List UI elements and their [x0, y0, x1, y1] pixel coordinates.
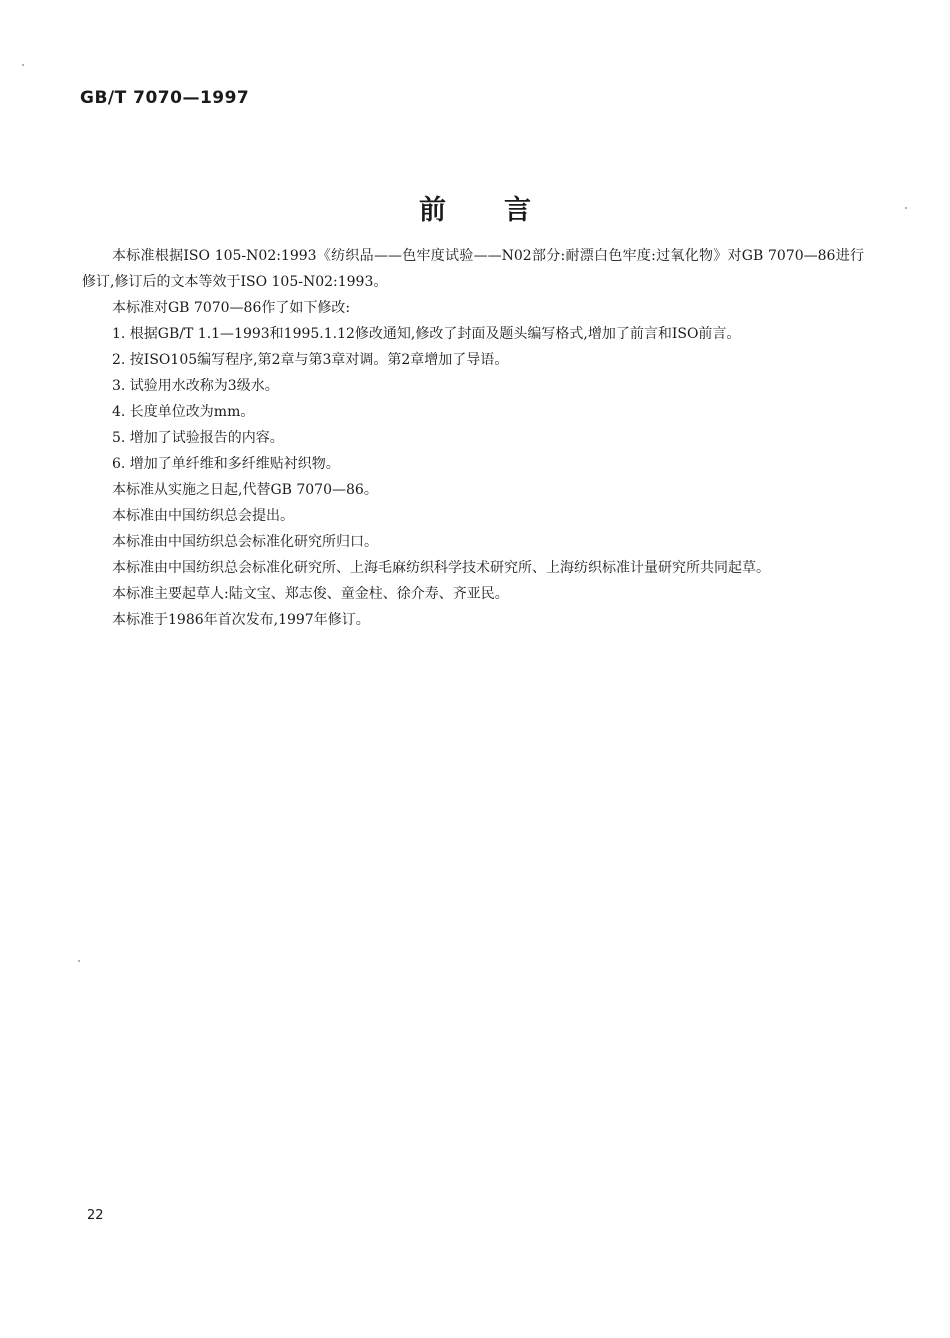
list-item-change-5: 5. 增加了试验报告的内容。 [112, 430, 284, 446]
list-item-change-4: 4. 长度单位改为mm。 [112, 404, 255, 420]
list-item-change-1: 1. 根据GB/T 1.1—1993和1995.1.12修改通知,修改了封面及题头编写格式,增加了前言和ISO前言。 [112, 326, 741, 342]
scan-speck [78, 960, 80, 962]
paragraph-replaces: 本标准从实施之日起,代替GB 7070—86。 [112, 482, 378, 498]
paragraph-administrator: 本标准由中国纺织总会标准化研究所归口。 [112, 534, 378, 550]
standard-code: GB/T 7070—1997 [80, 88, 250, 108]
list-item-change-6: 6. 增加了单纤维和多纤维贴衬织物。 [112, 456, 340, 472]
paragraph-drafting-units: 本标准由中国纺织总会标准化研究所、上海毛麻纺织科学技术研究所、上海纺织标准计量研究所共同起草。 [112, 560, 770, 576]
scan-speck [22, 64, 24, 66]
foreword-body [82, 243, 864, 633]
scan-speck [905, 207, 907, 209]
list-item-change-3: 3. 试验用水改称为3级水。 [112, 378, 279, 394]
paragraph-basis: 本标准根据ISO 105-N02:1993《纺织品——色牢度试验——N02部分:耐漂白色牢度:过氧化物》对GB 7070—86进行修订,修订后的文本等效于ISO 105-N02:1993。 [82, 248, 864, 290]
paragraph-drafters: 本标准主要起草人:陆文宝、郑志俊、童金柱、徐介寿、齐亚民。 [112, 586, 509, 602]
paragraph-changes-intro: 本标准对GB 7070—86作了如下修改: [112, 300, 351, 316]
list-item-change-2: 2. 按ISO105编写程序,第2章与第3章对调。第2章增加了导语。 [112, 352, 509, 368]
page-title: 前言 [419, 195, 589, 226]
paragraph-history: 本标准于1986年首次发布,1997年修订。 [112, 612, 370, 628]
paragraph-proposer: 本标准由中国纺织总会提出。 [112, 508, 294, 524]
page-number: 22 [87, 1208, 104, 1223]
